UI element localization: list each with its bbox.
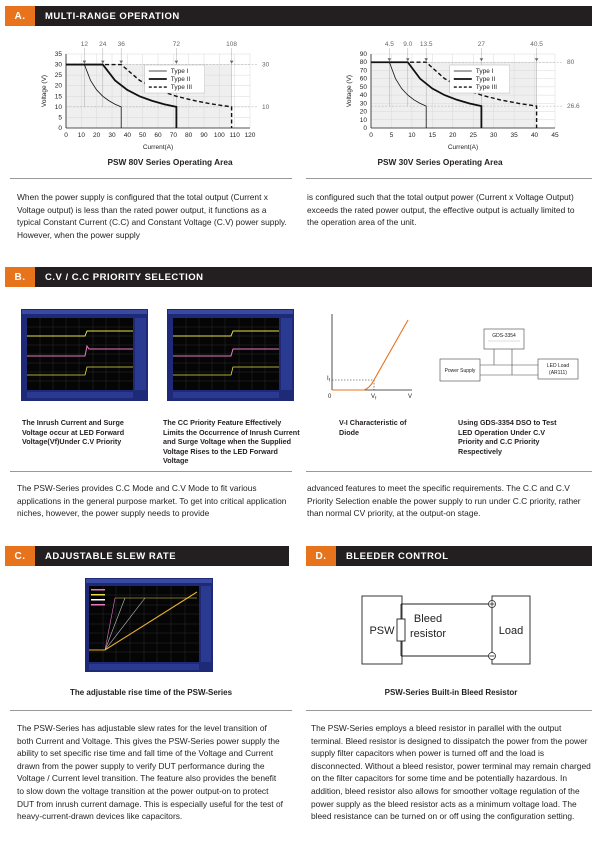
resistor-label-line2: resistor [409,628,447,640]
right-mark-label: 26.6 [567,103,580,111]
section-a-text-right: is configured such that the total output power (Current x Voltage Output) exceeds the rated power output, the effective output is actually limited to the operation area of the unit. [307,192,575,228]
y-tick-label: 25 [54,72,62,80]
x-axis-label: Current(A) [142,144,174,151]
psw-label: PSW [369,625,395,637]
legend-entry: Type I [475,68,494,76]
x-tick-label: 40 [123,132,131,139]
x-tick-label: 45 [551,132,559,139]
legend-entry: Type I [170,68,189,76]
diode-vf-label: $V_f$ [371,394,377,401]
divider [10,178,292,179]
x-tick-label: 50 [139,132,147,139]
scope-screenshot-cc-priority [167,309,294,401]
section-c-title: ADJUSTABLE SLEW RATE [45,550,177,562]
x-tick-label: 110 [229,132,240,139]
x-axis-label: Current(A) [447,144,479,151]
y-tick-label: 60 [359,75,367,83]
x-tick-label: 120 [244,132,256,139]
section-d-badge: D. [306,546,336,566]
top-mark-arrow [83,61,87,64]
top-mark-arrow [388,58,392,61]
chart-psw30v-title: PSW 30V Series Operating Area [377,157,503,167]
y-tick-label: 50 [359,83,367,91]
top-mark-arrow [424,58,428,61]
section-a-title: MULTI-RANGE OPERATION [45,10,180,22]
legend-entry: Type II [475,76,496,84]
top-mark-label: 36 [117,41,125,48]
top-mark-arrow [480,58,484,61]
y-tick-label: 20 [54,82,62,90]
top-mark-label: 13.5 [419,41,433,48]
section-b-text-right: advanced features to meet the specific requirements. The C.C and C.V Priority Selection enable the power supply to run under C.C priority, rather than normal CV priority, at the output-on stage. [307,483,581,519]
x-tick-label: 0 [369,132,373,139]
y-tick-label: 90 [359,51,367,58]
legend-entry: Type III [170,84,193,92]
top-mark-label: 108 [226,41,238,48]
scope-screenshot-cv-priority [21,309,148,401]
y-tick-label: 40 [359,92,367,100]
caption-diode: V-I Characteristic of Diode [339,418,407,437]
section-c-badge: C. [5,546,35,566]
divider [306,710,592,711]
x-tick-label: 25 [469,132,477,139]
section-b-title: C.V / C.C PRIORITY SELECTION [45,271,204,283]
caption-bleed-resistor: PSW-Series Built-in Bleed Resistor [384,688,518,697]
top-mark-arrow [175,61,179,64]
diode-if-label: $I_f$ [327,376,330,383]
right-mark-label: 80 [567,59,575,67]
section-d-title: BLEEDER CONTROL [346,550,449,562]
chart-psw30v [315,36,595,156]
y-tick-label: 80 [359,59,367,67]
caption-slew-rate: The adjustable rise time of the PSW-Series [69,688,233,697]
x-tick-label: 40 [530,132,539,139]
load-label-line1: LED Load [546,363,570,369]
scope-screenshot-slew-rate [85,578,213,672]
diode-vi-diagram [318,308,416,404]
top-mark-arrow [230,61,234,64]
y-axis-label: Voltage (V) [346,74,353,108]
diode-v-label: V [408,394,413,400]
x-tick-label: 30 [490,132,498,139]
y-tick-label: 30 [359,100,367,108]
x-tick-label: 5 [389,132,394,139]
divider [306,471,592,472]
chart-psw80v-title: PSW 80V Series Operating Area [107,157,233,167]
section-d-header [306,546,592,566]
top-mark-label: 72 [172,41,181,48]
chart-psw80v [10,36,290,156]
load-label-line2: (AR111) [549,370,567,376]
top-mark-label: 27 [477,41,486,48]
right-mark-label: 10 [262,103,270,111]
x-tick-label: 20 [93,132,101,139]
section-a-badge: A. [5,6,35,26]
top-mark-arrow [406,58,410,61]
caption-scope-cc: The CC Priority Feature Effectively Limits the Occurrence of Inrush Current and Surge Voltage when the Supplied Voltage Rises to the LED Forward Voltage [163,418,300,466]
x-tick-label: 70 [169,132,177,139]
x-tick-label: 10 [408,132,416,139]
legend-entry: Type III [475,84,498,92]
caption-test-setup: Using GDS-3354 DSO to Test LED Operation Under C.V Priority and C.C Priority Respectively [458,418,557,456]
x-tick-label: 20 [449,132,457,139]
y-tick-label: 35 [54,51,62,58]
top-mark-arrow [101,61,105,64]
y-tick-label: 10 [54,103,62,111]
y-tick-label: 70 [359,67,367,75]
legend-entry: Type II [170,76,191,84]
bleed-resistor-schematic [360,594,532,666]
section-b-text-left: The PSW-Series provides C.C Mode and C.V Mode to fit various applications in the general purpose market. To get into critical application niches, however, the power supply needs to provide [17,483,287,519]
diode-zero-label: 0 [328,394,332,400]
section-c-header [5,546,289,566]
test-setup-diagram [432,325,582,387]
section-a-text-left: When the power supply is configured that the total output (Current x Voltage output) is less than the rated power output, it functions as a typical Constant Current (C.C) and Constant Voltage (C.V) power supply. However, when the power supply [17,192,287,240]
x-tick-label: 80 [185,132,193,139]
section-c-text: The PSW-Series has adjustable slew rates for the level transition of both Current and Voltage. This gives the PSW-Series power supply the ability to set specific rise time and fall time of the Voltage and Current drawn from the power supply to verify DUT performance during the Voltage / Current level transition. The feature also provides the benefit to slow down the voltage transition at the power output-on to protect DUT from inrush current damage. This is especially useful for the test of heavy-current-drawn devices like capacitors. [17,723,283,822]
section-b-badge: B. [5,267,35,287]
scope-label: GDS-3354 [492,333,516,339]
caption-scope-cv: The Inrush Current and Surge Voltage occur at LED Forward Voltage(Vf)Under C.V Priority [22,418,125,447]
y-tick-label: 0 [363,125,367,132]
resistor-label-line1: Bleed [413,613,443,625]
y-tick-label: 20 [359,108,367,116]
x-tick-label: 60 [154,132,162,139]
x-tick-label: 30 [108,132,116,139]
x-tick-label: 35 [510,132,518,139]
section-b-header [5,267,592,287]
top-mark-label: 12 [80,41,89,48]
y-tick-label: 0 [58,125,62,132]
top-mark-label: 24 [99,41,107,48]
x-tick-label: 15 [428,132,436,139]
y-tick-label: 10 [359,116,367,124]
right-mark-label: 30 [262,61,270,69]
top-mark-label: 9.0 [403,41,413,48]
y-tick-label: 30 [54,61,62,69]
section-d-text: The PSW-Series employs a bleed resistor in parallel with the output terminal. Bleed resistor is designed to dissipatch the power from the power supply filter capacitors when power is turned off and the load is disconnected. Without a bleed resistor, power terminal may remain charged on the filter capacitors for some time and be potentially hazardous. In addition, bleed resistor also allows for smoother voltage regulation of the power supply as the bleed resistor acts as a minimum voltage load. The bleed resistance can be turned on or off using the configuration setting. [311,723,591,822]
resistor-symbol [397,619,405,641]
top-mark-arrow [535,58,539,61]
y-tick-label: 5 [58,114,62,122]
top-mark-arrow [119,61,123,64]
divider [306,178,592,179]
load-label: Load [498,625,524,637]
divider [10,710,292,711]
section-a-header [5,6,592,26]
x-tick-label: 10 [77,132,85,139]
y-tick-label: 15 [54,93,62,101]
divider [10,471,292,472]
x-tick-label: 100 [213,132,225,139]
top-mark-label: 40.5 [530,41,543,48]
x-tick-label: 90 [200,132,208,139]
top-mark-label: 4.5 [384,41,394,48]
psu-label: Power Supply [444,368,476,374]
y-axis-label: Voltage (V) [41,74,48,108]
x-tick-label: 0 [64,132,68,139]
